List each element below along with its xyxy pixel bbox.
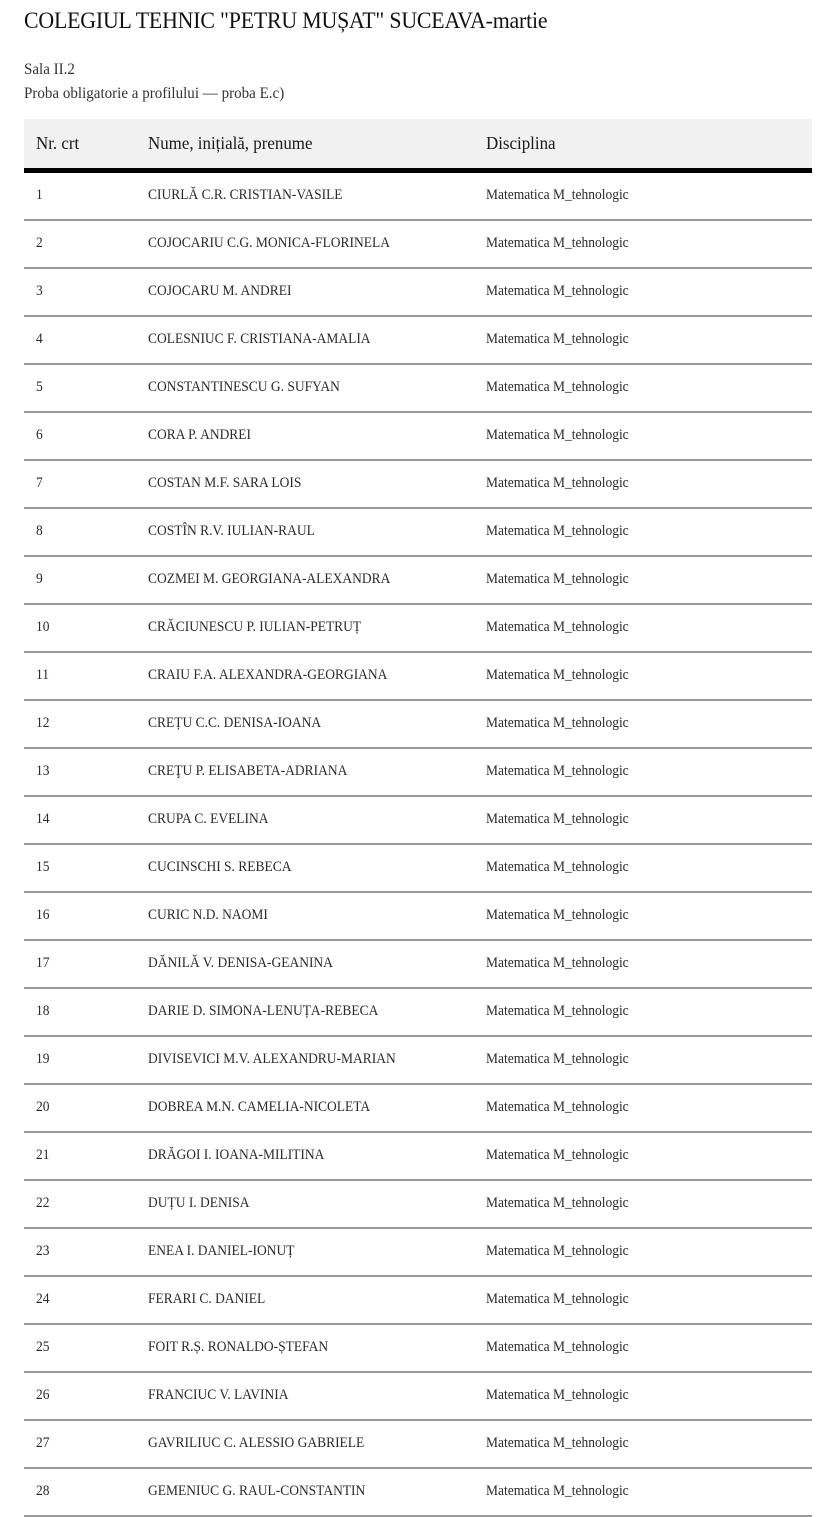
cell-nr-text: 10 xyxy=(36,619,50,635)
cell-name-text: CRAIU F.A. ALEXANDRA-GEORGIANA xyxy=(148,667,388,683)
table-row xyxy=(24,1324,812,1372)
cell-nr-text: 11 xyxy=(36,667,49,683)
cell-name-text: DRĂGOI I. IOANA-MILITINA xyxy=(148,1147,325,1163)
cell-discipline xyxy=(474,652,812,700)
cell-discipline-text: Matematica M_tehnologic xyxy=(486,1195,629,1211)
cell-nr xyxy=(24,604,136,652)
table-row xyxy=(24,1276,812,1324)
cell-discipline xyxy=(474,460,812,508)
cell-nr xyxy=(24,988,136,1036)
cell-nr xyxy=(24,1084,136,1132)
cell-name-text: CRĂCIUNESCU P. IULIAN-PETRUȚ xyxy=(148,619,362,635)
cell-nr-text: 15 xyxy=(36,859,50,875)
cell-discipline xyxy=(474,412,812,460)
cell-nr xyxy=(24,652,136,700)
cell-nr xyxy=(24,171,136,220)
cell-discipline-text: Matematica M_tehnologic xyxy=(486,811,629,827)
cell-name-text: DARIE D. SIMONA-LENUȚA-REBECA xyxy=(148,1003,379,1019)
cell-name xyxy=(136,1276,474,1324)
cell-name xyxy=(136,412,474,460)
cell-discipline xyxy=(474,1276,812,1324)
cell-nr xyxy=(24,892,136,940)
cell-nr-text: 14 xyxy=(36,811,50,827)
cell-discipline xyxy=(474,508,812,556)
table-row xyxy=(24,1132,812,1180)
cell-name xyxy=(136,988,474,1036)
cell-discipline xyxy=(474,1324,812,1372)
cell-name xyxy=(136,652,474,700)
cell-nr xyxy=(24,316,136,364)
cell-discipline xyxy=(474,700,812,748)
cell-discipline xyxy=(474,604,812,652)
cell-nr-text: 3 xyxy=(36,283,43,299)
cell-nr xyxy=(24,700,136,748)
cell-discipline-text: Matematica M_tehnologic xyxy=(486,283,629,299)
table-row xyxy=(24,556,812,604)
cell-nr xyxy=(24,1132,136,1180)
table-row xyxy=(24,796,812,844)
cell-discipline xyxy=(474,892,812,940)
table-body xyxy=(24,171,812,1516)
table-row xyxy=(24,748,812,796)
cell-nr-text: 13 xyxy=(36,763,50,779)
table-row xyxy=(24,316,812,364)
cell-name xyxy=(136,1324,474,1372)
cell-name xyxy=(136,316,474,364)
cell-discipline xyxy=(474,268,812,316)
cell-discipline-text: Matematica M_tehnologic xyxy=(486,475,629,491)
cell-name-text: CIURLĂ C.R. CRISTIAN-VASILE xyxy=(148,187,343,203)
table-row xyxy=(24,652,812,700)
cell-name-text: DOBREA M.N. CAMELIA-NICOLETA xyxy=(148,1099,371,1115)
cell-nr-text: 1 xyxy=(36,187,43,203)
cell-nr-text: 12 xyxy=(36,715,50,731)
cell-name xyxy=(136,604,474,652)
cell-nr xyxy=(24,508,136,556)
cell-discipline xyxy=(474,1468,812,1516)
cell-discipline-text: Matematica M_tehnologic xyxy=(486,235,629,251)
cell-nr-text: 4 xyxy=(36,331,43,347)
cell-nr xyxy=(24,796,136,844)
cell-name-text: CURIC N.D. NAOMI xyxy=(148,907,268,923)
cell-discipline-text: Matematica M_tehnologic xyxy=(486,1435,629,1451)
cell-nr xyxy=(24,1180,136,1228)
cell-discipline xyxy=(474,364,812,412)
cell-discipline xyxy=(474,1132,812,1180)
table-row xyxy=(24,1420,812,1468)
cell-discipline-text: Matematica M_tehnologic xyxy=(486,1051,629,1067)
cell-name xyxy=(136,1132,474,1180)
cell-discipline xyxy=(474,1180,812,1228)
cell-nr xyxy=(24,412,136,460)
cell-nr xyxy=(24,1324,136,1372)
cell-nr xyxy=(24,1468,136,1516)
table-row xyxy=(24,460,812,508)
cell-name xyxy=(136,220,474,268)
cell-nr xyxy=(24,1228,136,1276)
cell-nr xyxy=(24,1276,136,1324)
cell-nr xyxy=(24,1420,136,1468)
cell-name-text: FERARI C. DANIEL xyxy=(148,1291,266,1307)
cell-nr xyxy=(24,748,136,796)
page-title: COLEGIUL TEHNIC "PETRU MUȘAT" SUCEAVA-martie xyxy=(24,8,548,33)
cell-nr xyxy=(24,556,136,604)
cell-discipline-text: Matematica M_tehnologic xyxy=(486,1291,629,1307)
cell-discipline-text: Matematica M_tehnologic xyxy=(486,379,629,395)
cell-name xyxy=(136,940,474,988)
exam-label: Proba obligatorie a profilului — proba E.c) xyxy=(24,85,285,102)
cell-nr-text: 5 xyxy=(36,379,43,395)
table-row xyxy=(24,1084,812,1132)
cell-discipline-text: Matematica M_tehnologic xyxy=(486,667,629,683)
cell-discipline xyxy=(474,220,812,268)
cell-discipline-text: Matematica M_tehnologic xyxy=(486,1243,629,1259)
cell-nr-text: 7 xyxy=(36,475,43,491)
cell-discipline xyxy=(474,796,812,844)
cell-discipline-text: Matematica M_tehnologic xyxy=(486,715,629,731)
cell-nr xyxy=(24,364,136,412)
table-row xyxy=(24,844,812,892)
table-row xyxy=(24,508,812,556)
cell-discipline-text: Matematica M_tehnologic xyxy=(486,523,629,539)
cell-nr-text: 21 xyxy=(36,1147,50,1163)
cell-name xyxy=(136,171,474,220)
cell-nr-text: 27 xyxy=(36,1435,50,1451)
cell-discipline xyxy=(474,988,812,1036)
cell-nr-text: 18 xyxy=(36,1003,50,1019)
cell-name xyxy=(136,1228,474,1276)
cell-name xyxy=(136,892,474,940)
table-row xyxy=(24,1180,812,1228)
cell-nr-text: 25 xyxy=(36,1339,50,1355)
cell-discipline-text: Matematica M_tehnologic xyxy=(486,571,629,587)
cell-name xyxy=(136,796,474,844)
candidates-table xyxy=(24,119,812,1517)
cell-discipline-text: Matematica M_tehnologic xyxy=(486,1003,629,1019)
table-row xyxy=(24,1036,812,1084)
cell-nr-text: 26 xyxy=(36,1387,50,1403)
table-row xyxy=(24,940,812,988)
room-label: Sala II.2 xyxy=(24,61,75,78)
cell-nr-text: 23 xyxy=(36,1243,50,1259)
cell-nr-text: 16 xyxy=(36,907,50,923)
cell-discipline-text: Matematica M_tehnologic xyxy=(486,1339,629,1355)
cell-nr-text: 6 xyxy=(36,427,43,443)
cell-name-text: GAVRILIUC C. ALESSIO GABRIELE xyxy=(148,1435,365,1451)
cell-name-text: COSTÎN R.V. IULIAN-RAUL xyxy=(148,523,315,539)
cell-name xyxy=(136,508,474,556)
column-header-nr-label: Nr. crt xyxy=(36,133,80,153)
cell-name-text: COJOCARIU C.G. MONICA-FLORINELA xyxy=(148,235,390,251)
cell-name-text: CORA P. ANDREI xyxy=(148,427,252,443)
cell-name-text: CREȚU C.C. DENISA-IOANA xyxy=(148,715,322,731)
cell-nr xyxy=(24,940,136,988)
cell-nr-text: 9 xyxy=(36,571,43,587)
cell-discipline xyxy=(474,940,812,988)
cell-name xyxy=(136,700,474,748)
cell-nr xyxy=(24,460,136,508)
cell-name-text: DĂNILĂ V. DENISA-GEANINA xyxy=(148,955,333,971)
cell-name-text: DUȚU I. DENISA xyxy=(148,1195,250,1211)
cell-discipline-text: Matematica M_tehnologic xyxy=(486,331,629,347)
cell-name xyxy=(136,748,474,796)
table-row xyxy=(24,412,812,460)
cell-name xyxy=(136,1468,474,1516)
exam-info xyxy=(24,58,812,106)
cell-name-text: CUCINSCHI S. REBECA xyxy=(148,859,292,875)
cell-name-text: COLESNIUC F. CRISTIANA-AMALIA xyxy=(148,331,371,347)
column-header-name xyxy=(136,119,474,171)
cell-discipline xyxy=(474,1228,812,1276)
cell-nr-text: 8 xyxy=(36,523,43,539)
table-row xyxy=(24,700,812,748)
table-header xyxy=(24,119,812,171)
cell-nr xyxy=(24,1036,136,1084)
cell-nr xyxy=(24,220,136,268)
cell-nr-text: 28 xyxy=(36,1483,50,1499)
cell-name-text: COSTAN M.F. SARA LOIS xyxy=(148,475,302,491)
cell-discipline-text: Matematica M_tehnologic xyxy=(486,955,629,971)
table-row xyxy=(24,988,812,1036)
cell-name xyxy=(136,1180,474,1228)
cell-discipline xyxy=(474,316,812,364)
cell-name-text: FOIT R.Ș. RONALDO-ȘTEFAN xyxy=(148,1339,329,1355)
column-header-nr xyxy=(24,119,136,171)
cell-discipline-text: Matematica M_tehnologic xyxy=(486,1099,629,1115)
cell-discipline xyxy=(474,1420,812,1468)
cell-name xyxy=(136,1084,474,1132)
cell-nr-text: 20 xyxy=(36,1099,50,1115)
header-row xyxy=(24,119,812,171)
cell-nr xyxy=(24,844,136,892)
cell-name xyxy=(136,1420,474,1468)
cell-discipline-text: Matematica M_tehnologic xyxy=(486,619,629,635)
cell-discipline-text: Matematica M_tehnologic xyxy=(486,427,629,443)
cell-name xyxy=(136,268,474,316)
cell-discipline-text: Matematica M_tehnologic xyxy=(486,1483,629,1499)
cell-discipline-text: Matematica M_tehnologic xyxy=(486,907,629,923)
cell-name-text: GEMENIUC G. RAUL-CONSTANTIN xyxy=(148,1483,366,1499)
table-row xyxy=(24,268,812,316)
cell-discipline xyxy=(474,556,812,604)
table-row xyxy=(24,892,812,940)
cell-nr-text: 17 xyxy=(36,955,50,971)
cell-discipline xyxy=(474,748,812,796)
cell-nr-text: 2 xyxy=(36,235,43,251)
cell-name-text: ENEA I. DANIEL-IONUȚ xyxy=(148,1243,295,1259)
cell-name-text: DIVISEVICI M.V. ALEXANDRU-MARIAN xyxy=(148,1051,396,1067)
cell-name xyxy=(136,556,474,604)
cell-discipline-text: Matematica M_tehnologic xyxy=(486,187,629,203)
cell-nr xyxy=(24,1372,136,1420)
cell-discipline xyxy=(474,1036,812,1084)
cell-discipline-text: Matematica M_tehnologic xyxy=(486,1387,629,1403)
cell-name xyxy=(136,460,474,508)
table-row xyxy=(24,364,812,412)
cell-name xyxy=(136,364,474,412)
column-header-discipline-label: Disciplina xyxy=(486,133,556,153)
cell-discipline-text: Matematica M_tehnologic xyxy=(486,763,629,779)
cell-name-text: CONSTANTINESCU G. SUFYAN xyxy=(148,379,340,395)
cell-name xyxy=(136,844,474,892)
cell-discipline xyxy=(474,1084,812,1132)
cell-name-text: COJOCARU M. ANDREI xyxy=(148,283,292,299)
column-header-name-label: Nume, inițială, prenume xyxy=(148,133,313,153)
table-row xyxy=(24,220,812,268)
cell-discipline xyxy=(474,844,812,892)
cell-nr xyxy=(24,268,136,316)
cell-name-text: CREŢU P. ELISABETA-ADRIANA xyxy=(148,763,348,779)
column-header-discipline xyxy=(474,119,812,171)
cell-name xyxy=(136,1372,474,1420)
cell-name-text: FRANCIUC V. LAVINIA xyxy=(148,1387,289,1403)
cell-name-text: CRUPA C. EVELINA xyxy=(148,811,269,827)
cell-name xyxy=(136,1036,474,1084)
table-row xyxy=(24,1468,812,1516)
table-row xyxy=(24,604,812,652)
cell-nr-text: 24 xyxy=(36,1291,50,1307)
cell-discipline-text: Matematica M_tehnologic xyxy=(486,1147,629,1163)
table-row xyxy=(24,1228,812,1276)
cell-name-text: COZMEI M. GEORGIANA-ALEXANDRA xyxy=(148,571,391,587)
table-row xyxy=(24,171,812,220)
cell-nr-text: 19 xyxy=(36,1051,50,1067)
cell-discipline xyxy=(474,171,812,220)
table-row xyxy=(24,1372,812,1420)
cell-discipline-text: Matematica M_tehnologic xyxy=(486,859,629,875)
cell-nr-text: 22 xyxy=(36,1195,50,1211)
cell-discipline xyxy=(474,1372,812,1420)
